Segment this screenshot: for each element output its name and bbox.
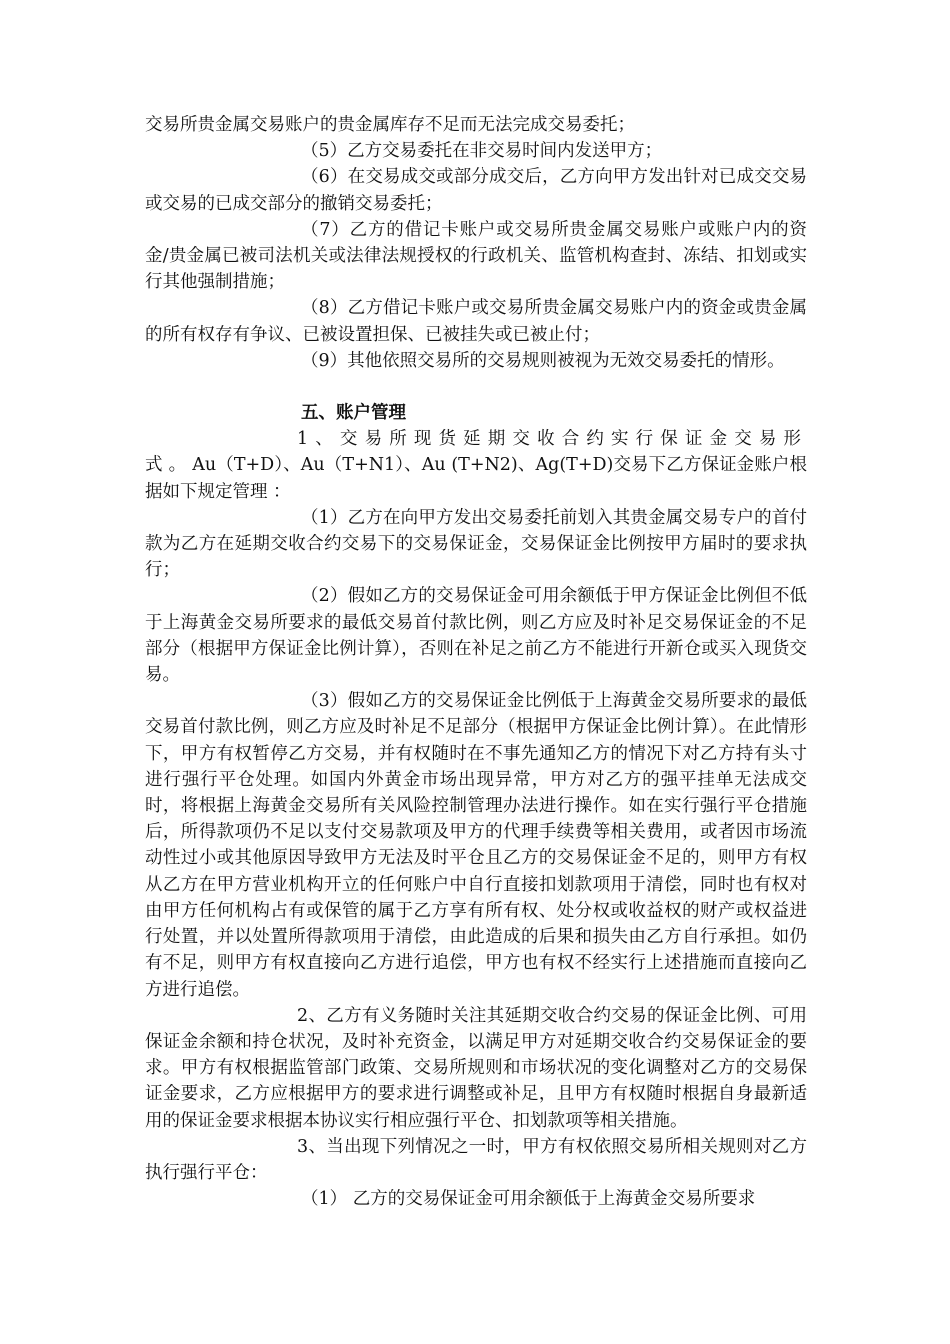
paragraph-continuation: 交易所贵金属交易账户的贵金属库存不足而无法完成交易委托；: [145, 115, 635, 135]
clause-1-rest: Au（T+D）、Au（T+N1）、Au (T+N2)、Ag(T+D)交易下乙方保证金账户根据如下规定管理 ：: [145, 455, 808, 502]
list-item-7: （7）乙方的借记卡账户或交易所贵金属交易账户或账户内的资金/贵金属已被司法机关或法律法规授权的行政机关、监管机构查封、冻结、扣划或实行其他强制措施；: [145, 219, 807, 293]
section-heading: 五、账户管理: [301, 403, 406, 424]
clause-1-item-1: （1）乙方在向甲方发出交易委托前划入其贵金属交易专户的首付款为乙方在延期交收合约交易下的交易保证金，交易保证金比例按甲方届时的要求执行；: [145, 507, 807, 581]
clause-1: [145, 426, 807, 505]
clause-1-lead: 1、交易所现货延期交收合约实行保证金交易形式。: [145, 429, 807, 476]
list-item-8: （8）乙方借记卡账户或交易所贵金属交易账户内的资金或贵金属的所有权存有争议、已被设置担保、已被挂失或已被止付；: [145, 298, 807, 345]
list-item-5: （5）乙方交易委托在非交易时间内发送甲方；: [301, 141, 663, 162]
clause-1-item-3: （3）假如乙方的交易保证金比例低于上海黄金交易所要求的最低交易首付款比例，则乙方应及时补足不足部分（根据甲方保证金比例计算）。在此情形下，甲方有权暂停乙方交易，并有权随时在不事先通知乙方的情况下对乙方持有头寸进行强行平仓处理。如国内外黄金市场出现异常，甲方对乙方的强平挂单无法成交时，将根据上海黄金交易所有关风险控制管理办法进行操作。如在实行强行平仓措施后，所得款项仍不足以支付交易款项及甲方的代理手续费等相关费用，或者因市场流动性过小或其他原因导致甲方无法及时平仓且乙方的交易保证金不足的，则甲方有权从乙方在甲方营业机构开立的任何账户中自行直接扣划款项用于清偿，同时也有权对由甲方任何机构占有或保管的属于乙方享有所有权、处分权或收益权的财产或权益进行处置，并以处置所得款项用于清偿，由此造成的后果和损失由乙方自行承担。如仍有不足，则甲方有权直接向乙方进行追偿，甲方也有权不经实行上述措施而直接向乙方进行追偿。: [145, 691, 807, 1000]
list-item-9: （9）其他依照交易所的交易规则被视为无效交易委托的情形。: [301, 350, 785, 371]
document-page: [145, 112, 807, 1212]
clause-1-item-2: （2）假如乙方的交易保证金可用余额低于甲方保证金比例但不低于上海黄金交易所要求的最低交易首付款比例，则乙方应及时补足交易保证金的不足部分（根据甲方保证金比例计算），否则在补足之前乙方不能进行开新仓或买入现货交易。: [145, 586, 807, 686]
list-item-6: （6）在交易成交或部分成交后，乙方向甲方发出针对已成交交易或交易的已成交部分的撤销交易委托；: [145, 167, 807, 214]
clause-2: 2、乙方有义务随时关注其延期交收合约交易的保证金比例、可用保证金余额和持仓状况，及时补充资金，以满足甲方对延期交收合约交易保证金的要求。甲方有权根据监管部门政策、交易所规则和市场状况的变化调整对乙方的交易保证金要求，乙方应根据甲方的要求进行调整或补足，且甲方有权随时根据自身最新适用的保证金要求根据本协议实行相应强行平仓、扣划款项等相关措施。: [145, 1005, 807, 1131]
clause-3: 3、当出现下列情况之一时，甲方有权依照交易所相关规则对乙方执行强行平仓：: [145, 1136, 807, 1183]
clause-3-item-1: （1） 乙方的交易保证金可用余额低于上海黄金交易所要求: [301, 1189, 756, 1210]
